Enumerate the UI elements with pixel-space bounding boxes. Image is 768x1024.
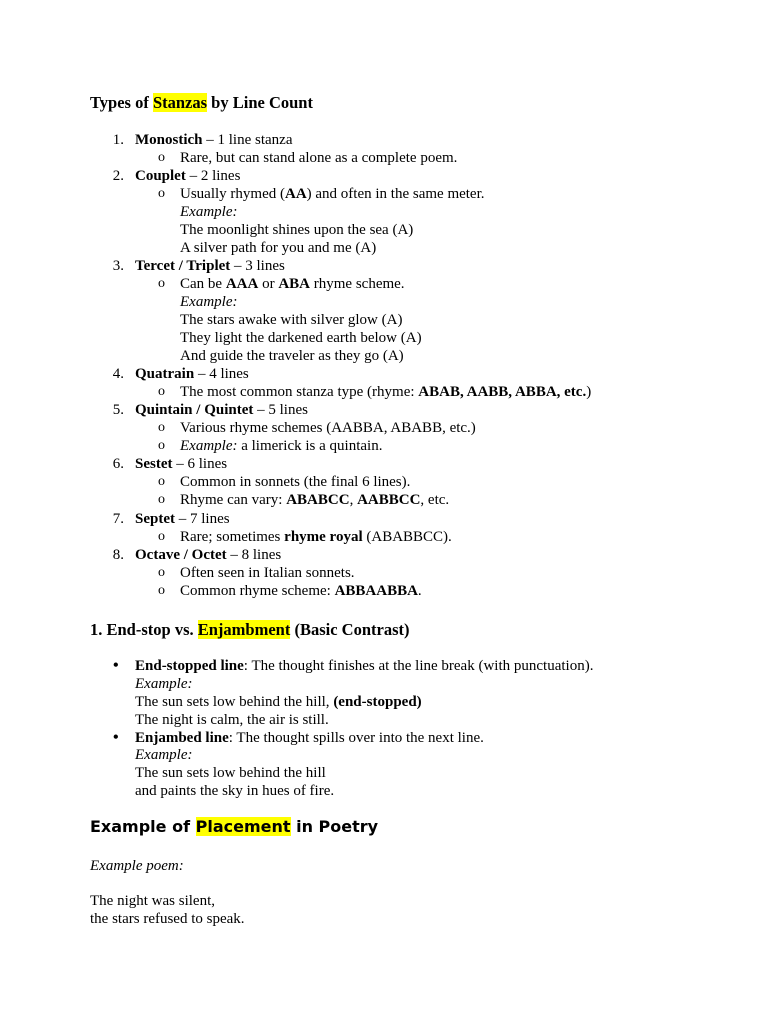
bold-run: rhyme royal — [284, 529, 363, 545]
text-run: , — [349, 492, 358, 508]
example-poem-label-text: Example poem: — [90, 858, 184, 874]
bullet-o-icon: o — [158, 276, 165, 291]
example-line: The moonlight shines upon the sea (A) — [180, 222, 414, 238]
bullet-item — [135, 657, 593, 675]
list-item — [135, 365, 249, 383]
term-description: : The thought finishes at the line break (with punctuation). — [243, 658, 594, 674]
text-run: Common rhyme scheme: — [180, 583, 335, 599]
list-item — [135, 401, 308, 419]
sub-item: Various rhyme schemes (AABBA, ABABB, etc.) — [180, 420, 476, 436]
heading-text: (Basic Contrast) — [290, 620, 410, 639]
poem-line: The night was silent, — [90, 893, 215, 909]
sub-item — [180, 491, 449, 509]
highlighted-term: Placement — [195, 817, 291, 836]
heading-text: Example of — [90, 817, 196, 836]
sub-item — [180, 275, 405, 293]
sub-item: Common in sonnets (the final 6 lines). — [180, 474, 411, 490]
text-run: Usually rhymed ( — [180, 186, 285, 202]
term-description: – 4 lines — [194, 366, 249, 382]
heading-end-stop-vs-enjambment — [90, 621, 410, 639]
term: Couplet — [135, 168, 186, 184]
sub-item: Often seen in Italian sonnets. — [180, 565, 355, 581]
bullet-o-icon: o — [158, 492, 165, 507]
list-item — [135, 131, 292, 149]
term: Tercet / Triplet — [135, 258, 231, 274]
bullet-o-icon: o — [158, 420, 165, 435]
text-run: The sun sets low behind the hill, — [135, 694, 334, 710]
example-label-text: Example: — [135, 676, 193, 692]
list-item — [135, 167, 240, 185]
example-label-text: Example: — [135, 747, 193, 763]
list-number: 5. — [112, 402, 124, 418]
text-run: (ABABBCC). — [362, 529, 452, 545]
text-run: ) — [586, 384, 592, 400]
list-item — [135, 510, 230, 528]
term: Quintain / Quintet — [135, 402, 254, 418]
example-line: The sun sets low behind the hill — [135, 765, 326, 781]
example-line: and paints the sky in hues of fire. — [135, 783, 335, 799]
term-description: – 1 line stanza — [202, 132, 293, 148]
example-label-text: Example: — [180, 294, 238, 310]
example-label — [180, 203, 237, 221]
text-run: Can be — [180, 276, 226, 292]
heading-example-of-placement — [90, 818, 378, 836]
italic-run: Example: — [180, 438, 238, 454]
term: Sestet — [135, 456, 173, 472]
text-run: Rhyme can vary: — [180, 492, 287, 508]
bullet-dot-icon: • — [113, 729, 119, 746]
list-number: 8. — [112, 547, 124, 563]
text-run: The most common stanza type (rhyme: — [180, 384, 419, 400]
list-item — [135, 546, 281, 564]
bold-run: (end-stopped) — [333, 694, 422, 710]
list-number: 6. — [112, 456, 124, 472]
sub-item — [180, 185, 485, 203]
bold-run: ABA — [278, 276, 310, 292]
list-item — [135, 455, 227, 473]
term-description: – 6 lines — [172, 456, 228, 472]
example-label — [135, 746, 192, 764]
bullet-o-icon: o — [158, 384, 165, 399]
text-run: Rare; sometimes — [180, 529, 285, 545]
text-run: a limerick is a quintain. — [237, 438, 383, 454]
bullet-o-icon: o — [158, 438, 165, 453]
bullet-item — [135, 729, 484, 747]
list-number: 2. — [112, 168, 124, 184]
heading-types-of-stanzas — [90, 94, 313, 112]
bullet-o-icon: o — [158, 529, 165, 544]
term: Septet — [135, 511, 175, 527]
term-description: – 2 lines — [185, 168, 241, 184]
example-line — [135, 693, 422, 711]
bold-run: ABAB, AABB, ABBA, etc. — [418, 384, 587, 400]
example-label — [180, 293, 237, 311]
text-run: ) and often in the same meter. — [306, 186, 485, 202]
bullet-o-icon: o — [158, 186, 165, 201]
list-number: 1. — [112, 132, 124, 148]
term: Quatrain — [135, 366, 195, 382]
bullet-o-icon: o — [158, 565, 165, 580]
bold-run: AABBCC — [357, 492, 421, 508]
example-line: The night is calm, the air is still. — [135, 712, 329, 728]
example-poem-label — [90, 857, 184, 875]
term: Enjambed line — [135, 730, 229, 746]
list-number: 3. — [112, 258, 124, 274]
term-description: – 7 lines — [175, 511, 230, 527]
heading-text: in Poetry — [290, 817, 379, 836]
highlighted-term: Stanzas — [152, 93, 208, 112]
term-description: – 3 lines — [230, 258, 285, 274]
sub-item — [180, 383, 591, 401]
bullet-o-icon: o — [158, 474, 165, 489]
example-label-text: Example: — [180, 204, 238, 220]
example-label — [135, 675, 192, 693]
example-line: And guide the traveler as they go (A) — [180, 348, 404, 364]
bullet-dot-icon: • — [113, 657, 119, 674]
sub-item — [180, 582, 422, 600]
term: Monostich — [135, 132, 203, 148]
term-description: – 8 lines — [226, 547, 282, 563]
bold-run: ABABCC — [286, 492, 350, 508]
bullet-o-icon: o — [158, 583, 165, 598]
text-run: rhyme scheme. — [310, 276, 405, 292]
example-line: A silver path for you and me (A) — [180, 240, 377, 256]
example-line: The stars awake with silver glow (A) — [180, 312, 403, 328]
list-item — [135, 257, 285, 275]
example-line: They light the darkened earth below (A) — [180, 330, 422, 346]
heading-text: Types of — [90, 93, 153, 112]
text-run: , etc. — [420, 492, 450, 508]
text-run: or — [258, 276, 279, 292]
list-number: 7. — [112, 511, 124, 527]
term-description: – 5 lines — [253, 402, 308, 418]
term: Octave / Octet — [135, 547, 227, 563]
term: End-stopped line — [135, 658, 244, 674]
bold-run: AAA — [225, 276, 259, 292]
poem-line: the stars refused to speak. — [90, 911, 245, 927]
sub-item — [180, 528, 452, 546]
highlighted-term: Enjambment — [197, 620, 291, 639]
list-number: 4. — [112, 366, 124, 382]
bold-run: AA — [284, 186, 307, 202]
sub-item: Rare, but can stand alone as a complete poem. — [180, 150, 458, 166]
bold-run: ABBAABBA — [334, 583, 418, 599]
term-description: : The thought spills over into the next line. — [228, 730, 484, 746]
sub-item — [180, 437, 382, 455]
heading-text: 1. End-stop vs. — [90, 620, 198, 639]
heading-text: by Line Count — [207, 93, 313, 112]
text-run: . — [417, 583, 422, 599]
bullet-o-icon: o — [158, 150, 165, 165]
